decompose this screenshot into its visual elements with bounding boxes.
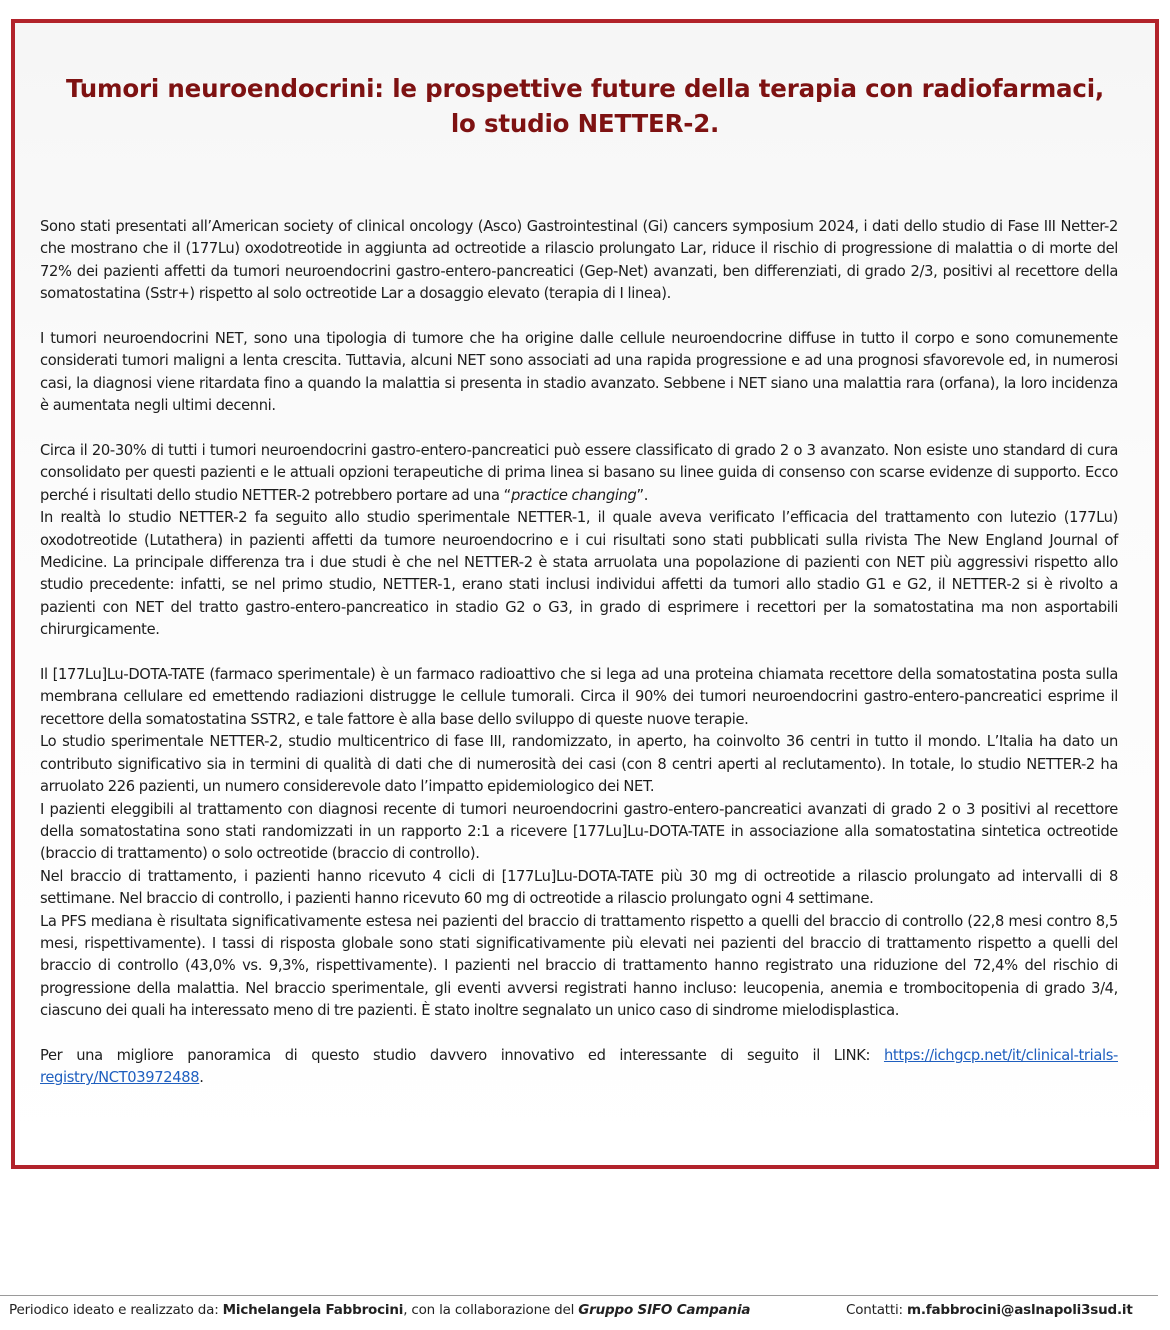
paragraph-intro: Sono stati presentati all’American society of clinical oncology (Asco) Gastrointestinal (Gi) cancers symposium 2024, i dati dello studio di Fase III Netter-2 che mostrano che il (177Lu) oxodotreotide in aggiunta ad octreotide a rilascio prolungato Lar, riduce il rischio di progressione di malattia o di morte del 72% dei pazienti affetti da tumori neuroendocrini gastro-entero-pancreatici (Gep-Net) avanzati, ben differenziati, di grado 2/3, positivi al recettore della somatostatina (Sstr+) rispetto al solo octreotide Lar a dosaggio elevato (terapia di I linea). [40,218,1118,303]
paragraph-link [40,1045,1118,1090]
paragraph-link-text: Per una migliore panoramica di questo studio davvero innovativo ed interessante di seguito il LINK: [40,1046,884,1064]
footer-author: Michelangela Fabbrocini [222,1302,404,1318]
practice-changing-italic: practice changing [510,486,637,504]
paragraph-drug: Il [177Lu]Lu-DOTA-TATE (farmaco sperimentale) è un farmaco radioattivo che si lega ad una proteina chiamata recettore della somatostatina posta sulla membrana cellulare ed emettendo radiazioni distrugge le cellule tumorali. Circa il 90% dei tumori neuroendocrini gastro-entero-pancreatici esprime il recettore della somatostatina SSTR2, e tale fattore è alla base dello sviluppo di queste nuove terapie. [40,666,1118,728]
footer-contacts [846,1302,1133,1318]
footer-middle: , con la collaborazione del [403,1302,579,1318]
paragraph-grade-end: ”. [636,486,649,504]
paragraph-net-description: I tumori neuroendocrini NET, sono una tipologia di tumore che ha origine dalle cellule neuroendocrine diffuse in tutto il corpo e sono comunemente considerati tumori maligni a lenta crescita. Tuttavia, alcuni NET sono associati ad una rapida progressione e ad una prognosi sfavorevole ed, in numerosi casi, la diagnosi viene ritardata fino a quando la malattia si presenta in stadio avanzato. Sebbene i NET siano una malattia rara (orfana), la loro incidenza è aumentata negli ultimi decenni. [40,330,1118,415]
paragraph-netter1: In realtà lo studio NETTER-2 fa seguito allo studio sperimentale NETTER-1, il quale aveva verificato l’efficacia del trattamento con lutezio (177Lu) oxodotreotide (Lutathera) in pazienti affetti da tumore neuroendocrino e i cui risultati sono stati pubblicati sulla rivista The New England Journal of Medicine. La principale differenza tra i due studi è che nel NETTER-2 è stata arruolata una popolazione di pazienti con NET più aggressivi rispetto allo studio precedente: infatti, se nel primo studio, NETTER-1, erano stati inclusi individui affetti da tumori allo stadio G1 e G2, il NETTER-2 si è rivolto a pazienti con NET del tratto gastro-entero-pancreatico in stadio G2 o G3, in grado di esprimere i recettori per la somatostatina ma non asportabili chirurgicamente. [40,509,1118,639]
contact-label: Contatti: [846,1302,907,1318]
paragraph-link-end: . [199,1069,204,1087]
contact-email[interactable]: m.fabbrocini@aslnapoli3sud.it [907,1302,1133,1318]
clinical-trials-link[interactable]: https://ichgcp.net/it/clinical-trials-registry/NCT03972488 [40,1046,1118,1087]
footer-prefix: Periodico ideato e realizzato da: [9,1302,223,1318]
paragraph-treatment-arm: Nel braccio di trattamento, i pazienti hanno ricevuto 4 cicli di [177Lu]Lu-DOTA-TATE più 30 mg di octreotide a rilascio prolungato ad intervalli di 8 settimane. Nel braccio di controllo, i pazienti hanno ricevuto 60 mg di octreotide a rilascio prolungato ogni 4 settimane. [40,867,1118,908]
footer-group: Gruppo SIFO Campania [578,1302,751,1318]
paragraph-eligibility: I pazienti eleggibili al trattamento con diagnosi recente di tumori neuroendocrini gastro-entero-pancreatici avanzati di grado 2 o 3 positivi al recettore della somatostatina sono stati randomizzati in un rapporto 2:1 a ricevere [177Lu]Lu-DOTA-TATE in associazione alla somatostatina sintetica octreotide (braccio di trattamento) o solo octreotide (braccio di controllo). [40,800,1118,863]
footer-credits [9,1302,750,1318]
paragraph-results: La PFS mediana è risultata significativamente estesa nei pazienti del braccio di trattamento rispetto a quelli del braccio di controllo (22,8 mesi contro 8,5 mesi, rispettivamente). I tassi di risposta globale sono stati significativamente più elevati nei pazienti del braccio di trattamento rispetto a quelli del braccio di controllo (43,0% vs. 9,3%, rispettivamente). I pazienti nel braccio di trattamento hanno registrato una riduzione del 72,4% del rischio di progressione della malattia. Nel braccio sperimentale, gli eventi avversi registrati hanno incluso: leucopenia, anemia e trombocitopenia di grado 3/4, ciascuno dei quali ha interessato meno di tre pazienti. È stato inoltre segnalato un unico caso di sindrome mielodisplastica. [40,912,1118,1020]
paragraph-grade [40,440,1118,507]
article-body [40,216,1118,1090]
title-line-2: lo studio NETTER-2. [450,109,720,138]
article-frame [11,19,1159,1169]
footer-divider [0,1295,1158,1296]
paragraph-grade-text: Circa il 20-30% di tutti i tumori neuroendocrini gastro-entero-pancreatici può essere classificato di grado 2 o 3 avanzato. Non esiste uno standard di cura consolidato per questi pazienti e le attuali opzioni terapeutiche di prima linea si basano su linee guida di consenso con scarse evidenze di supporto. Ecco perché i risultati dello studio NETTER-2 potrebbero portare ad una “ [40,442,1118,504]
paragraph-study-design: Lo studio sperimentale NETTER-2, studio multicentrico di fase III, randomizzato, in aperto, ha coinvolto 36 centri in tutto il mondo. L’Italia ha dato un contributo significativo sia in termini di qualità di dati che di numerosità dei casi (con 8 centri aperti al reclutamento). In totale, lo studio NETTER-2 ha arruolato 226 pazienti, un numero considerevole dato l’impatto epidemiologico dei NET. [40,733,1118,796]
article-title [15,71,1155,141]
title-line-1: Tumori neuroendocrini: le prospettive future della terapia con radiofarmaci, [65,74,1105,103]
